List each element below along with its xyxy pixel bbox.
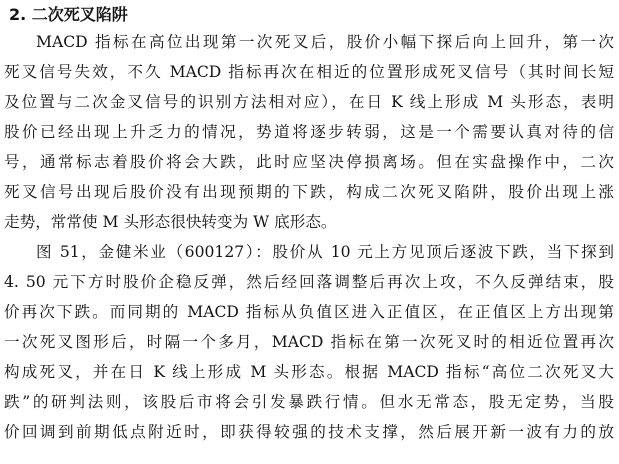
paragraph-2-line-4: 一次死叉图形后，时隔一个多月，MACD 指标在第一次死叉时的相近位置再次	[4, 333, 614, 351]
paragraph-1-line-5: 号，通常标志着股价将会大跌，此时应坚决停损离场。但在实盘操作中，二次	[4, 153, 614, 171]
paragraph-1-line-1: MACD 指标在高位出现第一次死叉后，股价小幅下探后向上回升，第一次	[36, 33, 614, 51]
paragraph-1-line-4: 股价已经出现上升乏力的情况，势道将逐步转弱，这是一个需要认真对待的信	[4, 123, 614, 141]
section-heading: 2. 二次死叉陷阱	[9, 5, 128, 24]
paragraph-1-line-6: 死叉信号出现后股价没有出现预期的下跌，构成二次死叉陷阱，股价出现上涨	[4, 183, 614, 201]
paragraph-1-line-7: 走势，常常使 M 头形态很快转变为 W 底形态。	[4, 213, 337, 231]
paragraph-2-line-3: 价再次下跌。而同期的 MACD 指标从负值区进入正值区，在正值区上方出现第	[4, 303, 614, 321]
paragraph-1-line-3: 及位置与二次金叉信号的识别方法相对应），在日 K 线上形成 M 头形态，表明	[4, 93, 614, 111]
paragraph-2-line-7: 价回调到前期低点附近时，即获得较强的技术支撑，然后展开新一波有力的放	[4, 423, 614, 441]
paragraph-1-line-2: 死叉信号失效，不久 MACD 指标再次在相近的位置形成死叉信号（其时间长短	[4, 63, 614, 81]
paragraph-2-line-5: 构成死叉，并在日 K 线上形成 M 头形态。根据 MACD 指标“高位二次死叉大	[4, 363, 614, 381]
paragraph-2-line-1: 图 51，金健米业（600127）：股价从 10 元上方见顶后逐波下跌，当下探到	[36, 243, 614, 261]
paragraph-2-line-2: 4. 50 元下方时股价企稳反弹，然后经回落调整后再次上攻，不久反弹结束，股	[4, 273, 614, 291]
paragraph-2-line-6: 跌”的研判法则，该股后市将会引发暴跌行情。但水无常态，股无定势，当股	[4, 393, 614, 411]
